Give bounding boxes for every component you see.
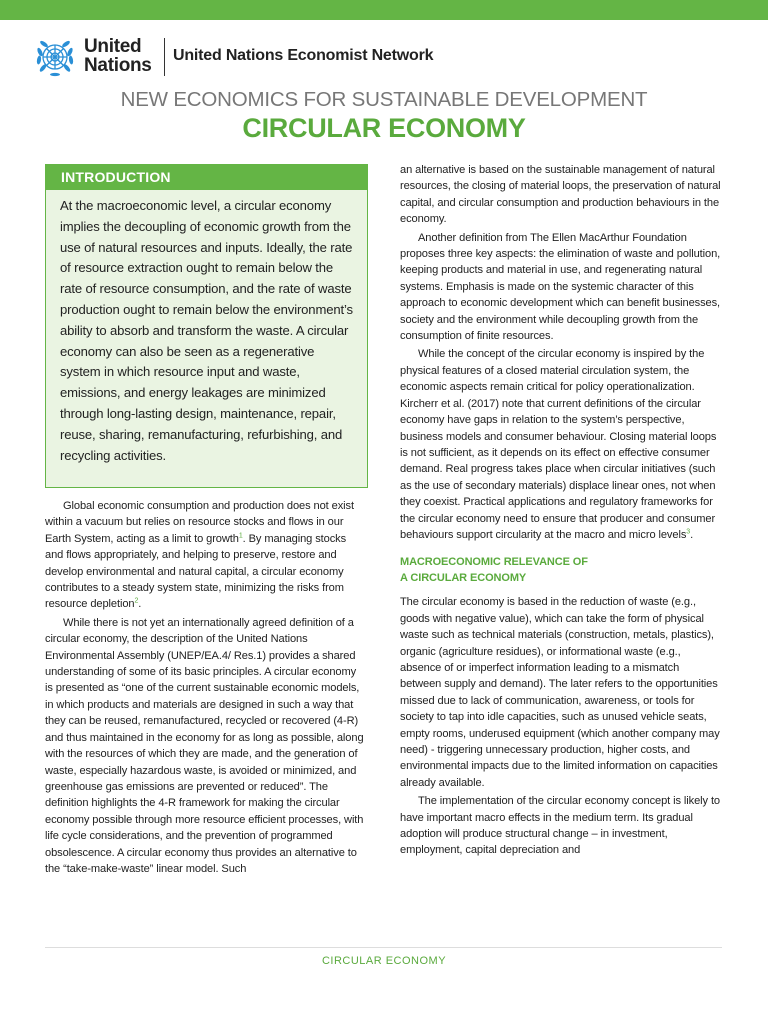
top-accent-bar xyxy=(0,0,768,20)
footer-divider xyxy=(45,947,722,948)
footnote-ref-2[interactable]: 2 xyxy=(134,597,139,605)
right-paragraph-0: an alternative is based on the sustainable management of natural resources, the closing of material loops, the preservation of natural capital, and circular consumption and production behaviours in the economy. xyxy=(400,164,721,226)
right-column xyxy=(400,162,722,861)
series-kicker: NEW ECONOMICS FOR SUSTAINABLE DEVELOPMENT xyxy=(120,88,648,111)
network-name: United Nations Economist Network xyxy=(173,47,434,64)
introduction-heading: INTRODUCTION xyxy=(46,165,367,190)
introduction-text: At the macroeconomic level, a circular economy implies the decoupling of economic growth from the use of natural resources and inputs. Ideally, the rate of resource extraction ought to remain below the rate of resource consumption, and the rate of waste production ought to remain below the environment’s ability to absorb and transform the waste. A circular economy can also be seen as a regenerative system in which resource input and waste, emissions, and energy leakages are minimized through long-lasting design, maintenance, repair, reuse, sharing, remanufacturing, refurbishing, and recycling activities. xyxy=(60,198,353,463)
introduction-box xyxy=(45,164,368,488)
left-column xyxy=(45,498,365,879)
page-title: CIRCULAR ECONOMY xyxy=(242,113,526,143)
left-paragraph-2: While there is not yet an internationally agreed definition of a circular economy, the description of the United Nations Environmental Assembly (UNEP/EA.4/ Res.1) provides a shared understanding of some of its basic principles. A circular economy is presented as “one of the current sustainable economic models, in which products and materials are designed in such a way that they can be reused, remanufactured, recycled or recovered (4-R) and thus maintained in the economy for as long as possible, along with the resources of which they are made, and the generation of waste, especially hazardous waste, is avoided or minimized, and greenhouse gas emissions are prevented or reduced”. The definition highlights the 4-R framework for making the circular economy possible through more resource efficient processes, with life cycle considerations, and the prevention of programmed obsolescence. A circular economy thus provides an alternative to the “take-make-waste” linear model. Such xyxy=(45,616,364,875)
un-wordmark: United Nations xyxy=(84,36,152,76)
un-emblem-icon xyxy=(34,36,76,78)
right-paragraph-2: While the concept of the circular economy is inspired by the physical features of a closed material circulation system, the economic aspects remain critical for policy operationalization. Kircherr et al. (2017) note that current definitions of the circular economy have gaps in relation to the system’s perspective, business models and consumer behaviour. Closing material loops is not sufficient, as it depends on its effect on effective consumer demand. Real progress takes place when circular initiatives (such as the use of secondary materials) displace linear ones, not when they coexist. Practical applications and regulatory frameworks for the circular economy need to ensure that producer and consumer behaviours support circularity at the macro and micro levels$^3$. xyxy=(400,348,717,541)
left-paragraph-1: Global economic consumption and production does not exist within a vacuum but relies on resource stocks and flows in our Earth System, acting as a limit to growth$^1$. By managing stocks and flows appropriately, and helping to preserve, restore and develop environmental and natural capital, a circular economy contributes to a steady system state, minimizing the risks from resource depletion$^2$. xyxy=(45,500,354,611)
footnote-ref-1[interactable]: 1 xyxy=(238,532,243,540)
page-footer: CIRCULAR ECONOMY xyxy=(321,955,447,967)
right-paragraph-3: The circular economy is based in the reduction of waste (e.g., goods with negative value), which can take the form of physical waste such as technical materials (construction, metals, plastics), organic (agriculture residues), or informational waste (e.g., absence of or imperfect information leading to a mismatch between supply and demand). The later refers to the opportunities missed due to lack of communication, awareness, or tools for society to tap into idle capacities, such as unused vehicle seats, empty rooms, underused equipment (which another company may need) - triggering unnecessary production, higher costs, and environmental impacts due to the limited information on capacities already available. xyxy=(400,596,720,789)
right-paragraph-4: The implementation of the circular economy concept is likely to have important macro effects in the medium term. Its gradual adoption will produce structural change – in investment, employment, capital depreciation and xyxy=(400,795,721,857)
right-paragraph-1: Another definition from The Ellen MacArthur Foundation proposes three key aspects: the elimination of waste and pollution, keeping products and material in use, and regenerating natural systems. Emphasis is made on the systemic character of this approach to economic development which can benefit businesses, society and the environment while decoupling growth from the consumption of finite resources. xyxy=(400,231,721,343)
header-divider xyxy=(164,38,165,76)
footnote-ref-3[interactable]: 3 xyxy=(686,528,691,536)
page-header xyxy=(34,36,734,78)
section-heading: MACROECONOMIC RELEVANCE OF A CIRCULAR ECONOMY xyxy=(400,556,588,584)
